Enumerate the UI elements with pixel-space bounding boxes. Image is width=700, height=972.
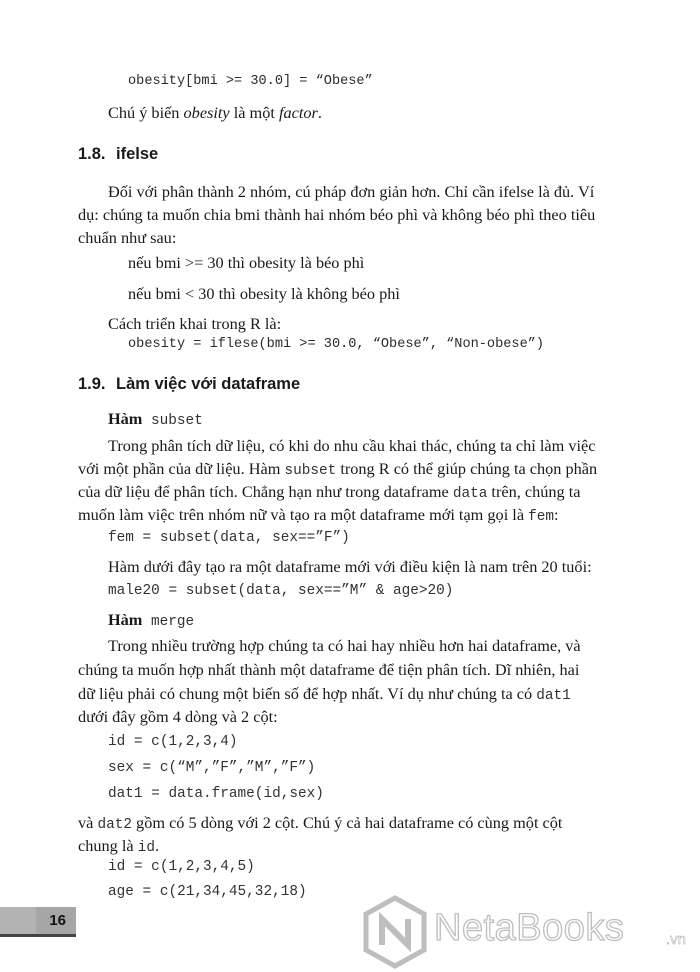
code-line-fem: fem = subset(data, sex==”F”) <box>108 530 350 546</box>
subheading-merge: Hàm merge <box>108 610 195 630</box>
paragraph-line: của dữ liệu để phân tích. Chẳng hạn như trong dataframe data trên, chúng ta <box>78 482 581 502</box>
condition-line: nếu bmi >= 30 thì obesity là béo phì <box>128 253 365 272</box>
paragraph-line: Trong phân tích dữ liệu, có khi do nhu cầu khai thác, chúng ta chỉ làm việc <box>108 436 596 455</box>
page-number-rule <box>0 934 76 937</box>
paragraph-line: Cách triển khai trong R là: <box>108 314 282 333</box>
code-line-id: id = c(1,2,3,4) <box>108 734 238 750</box>
watermark-tld: .vn <box>666 931 687 948</box>
paragraph-line: dụ: chúng ta muốn chia bmi thành hai nhóm béo phì và không béo phì theo tiêu <box>78 205 596 224</box>
page-number-tab <box>0 907 76 937</box>
paragraph-line: Hàm dưới đây tạo ra một dataframe mới với điều kiện là nam trên 20 tuổi: <box>108 557 592 576</box>
code-line-sex: sex = c(“M”,”F”,”M”,”F”) <box>108 760 316 776</box>
paragraph-line: Đối với phân thành 2 nhóm, cú pháp đơn giản hơn. Chỉ cần ifelse là đủ. Ví <box>108 182 595 201</box>
code-line-male20: male20 = subset(data, sex==”M” & age>20) <box>108 583 454 599</box>
section-heading-ifelse: 1.8. ifelse <box>78 145 159 163</box>
code-line-dat1: dat1 = data.frame(id,sex) <box>108 786 324 802</box>
paragraph-line: chuẩn như sau: <box>78 228 177 247</box>
paragraph-line: chúng ta muốn hợp nhất thành một dataframe để tiện phân tích. Dĩ nhiên, hai <box>78 660 580 679</box>
watermark-brand: NetaBooks <box>434 907 625 949</box>
netabooks-logo-icon <box>362 895 428 969</box>
paragraph-factor-note: Chú ý biến obesity là một factor. <box>108 103 322 122</box>
code-line-obesity-assign: obesity[bmi >= 30.0] = “Obese” <box>128 74 373 89</box>
paragraph-line: chung là id. <box>78 836 160 856</box>
paragraph-line: và dat2 gồm có 5 dòng với 2 cột. Chú ý cả hai dataframe có cùng một cột <box>78 813 563 833</box>
code-line-id2: id = c(1,2,3,4,5) <box>108 859 255 875</box>
page-number: 16 <box>49 912 66 929</box>
subheading-subset: Hàm subset <box>108 409 203 429</box>
section-heading-dataframe: 1.9. Làm việc với dataframe <box>78 375 301 393</box>
netabooks-watermark <box>362 895 694 969</box>
code-line-ifelse: obesity = iflese(bmi >= 30.0, “Obese”, “Non-obese”) <box>128 337 545 352</box>
paragraph-line: muốn làm việc trên nhóm nữ và tạo ra một dataframe mới tạm gọi là fem: <box>78 505 559 525</box>
condition-line: nếu bmi < 30 thì obesity là không béo phì <box>128 284 400 303</box>
paragraph-line: Trong nhiều trường hợp chúng ta có hai hay nhiều hơn hai dataframe, và <box>108 636 581 655</box>
paragraph-line: dưới đây gồm 4 dòng và 2 cột: <box>78 707 278 726</box>
paragraph-line: dữ liệu phải có chung một biến số để hợp nhất. Ví dụ như chúng ta có dat1 <box>78 684 571 704</box>
code-line-age: age = c(21,34,45,32,18) <box>108 884 307 900</box>
paragraph-line: với một phần của dữ liệu. Hàm subset trong R có thể giúp chúng ta chọn phần <box>78 459 598 479</box>
